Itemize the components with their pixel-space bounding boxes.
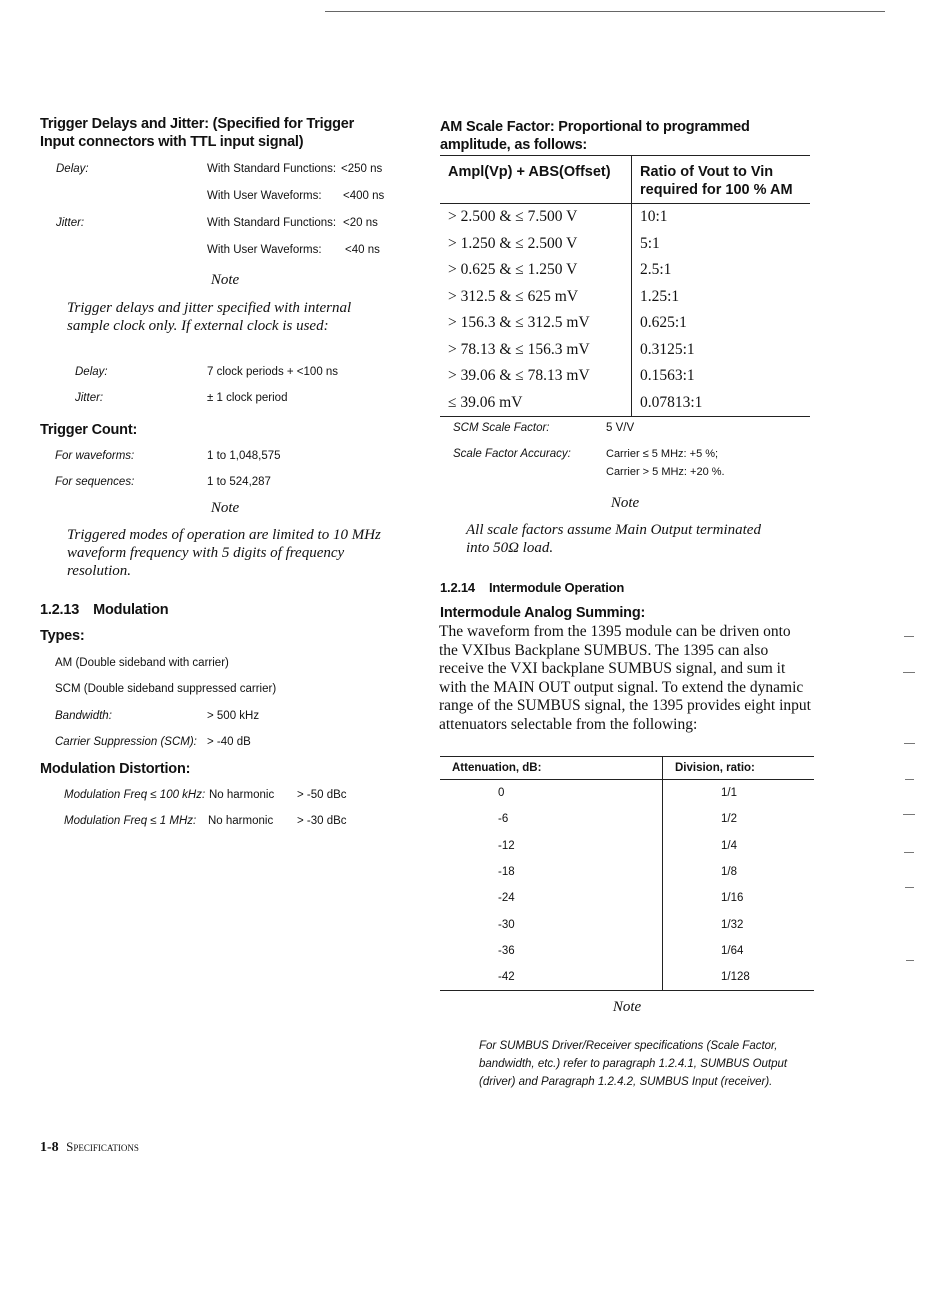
mod-dist-1-label: Modulation Freq ≤ 100 kHz: <box>64 789 206 801</box>
scan-mark <box>904 852 914 853</box>
table-row <box>440 257 810 284</box>
type-scm: SCM (Double sideband suppressed carrier) <box>55 683 277 695</box>
table-cell: -30 <box>440 911 663 937</box>
table-row <box>440 964 814 991</box>
table-cell: -12 <box>440 833 663 859</box>
am-scale-factor-heading: AM Scale Factor: Proportional to programmed amplitude, as follows: <box>440 119 750 153</box>
jitter-std-label: With Standard Functions: <box>207 217 337 229</box>
table-header-cell: Attenuation, dB: <box>440 757 663 780</box>
table-cell: 1/16 <box>721 892 744 905</box>
note-title: Note <box>612 999 642 1015</box>
table-cell: 10:1 <box>640 208 668 225</box>
note-text: Triggered modes of operation are limited to 10 MHz waveform frequency with 5 digits of frequency resolution. <box>67 527 381 579</box>
table-cell: 0 <box>440 780 663 807</box>
mod-dist-1-mid: No harmonic <box>209 789 275 801</box>
jitter-user-label: With User Waveforms: <box>207 244 322 256</box>
carrier-suppression-label: Carrier Suppression (SCM): <box>55 736 197 748</box>
carrier-suppression-value: > -40 dB <box>207 736 251 748</box>
mod-dist-2-value: > -30 dBc <box>297 815 347 827</box>
table-cell: 2.5:1 <box>640 261 672 278</box>
table-cell: 5:1 <box>640 234 660 252</box>
note-jitter-value: ± 1 clock period <box>207 392 288 404</box>
table-cell: 0.3125:1 <box>640 340 695 358</box>
scm-scale-factor-value: 5 V/V <box>606 422 635 434</box>
table-cell: 0.1563:1 <box>640 367 695 384</box>
section-title: Modulation <box>93 602 169 618</box>
trigger-delays-heading: Trigger Delays and Jitter: (Specified for Trigger Input connectors with TTL input signal) <box>40 116 355 150</box>
section-heading-modulation <box>40 601 168 619</box>
note-title: Note <box>610 495 640 511</box>
note-title: Note <box>210 272 240 288</box>
table-header-row <box>440 757 814 780</box>
table-row <box>440 363 810 390</box>
jitter-label: Jitter: <box>56 217 85 229</box>
table-header-row <box>440 156 810 204</box>
table-cell: 1/8 <box>721 866 737 879</box>
table-cell: > 1.250 & ≤ 2.500 V <box>440 231 632 258</box>
scm-scale-factor-label: SCM Scale Factor: <box>453 422 550 434</box>
page-number: 1-8 <box>40 1140 59 1155</box>
note-text: All scale factors assume Main Output terminated into 50Ω load. <box>466 522 761 556</box>
table-row <box>440 806 814 832</box>
note-text: Trigger delays and jitter specified with internal sample clock only. If external clock is used: <box>67 300 352 334</box>
intermodule-summing-text: The waveform from the 1395 module can be driven onto the VXIbus Backplane SUMBUS. The 1395 can also receive the VXI backplane SUMBUS signal, and sum it with the MAIN OUT output signal. To extend the dynamic range of the SUMBUS signal, the 1395 provides eight input attenuators selectable from the following: <box>439 623 811 733</box>
jitter-std-value: <20 ns <box>343 217 378 229</box>
table-row <box>440 780 814 807</box>
intermodule-summing-heading: Intermodule Analog Summing: <box>440 605 646 621</box>
table-cell: 1/64 <box>721 944 744 957</box>
table-cell: -36 <box>440 938 663 964</box>
table-cell: 1/128 <box>663 964 815 991</box>
jitter-user-value: <40 ns <box>345 244 380 256</box>
table-cell: 1/4 <box>721 839 737 852</box>
delay-std-value: <250 ns <box>341 163 383 175</box>
note-text: For SUMBUS Driver/Receiver specifications (Scale Factor, bandwidth, etc.) refer to paragraph 1.2.4.1, SUMBUS Output (driver) and Paragraph 1.2.4.2, SUMBUS Input (receiver). <box>479 1040 788 1088</box>
attenuation-table <box>440 756 814 991</box>
scan-mark <box>906 960 914 961</box>
table-row <box>440 284 810 311</box>
type-am: AM (Double sideband with carrier) <box>55 657 229 669</box>
section-title: Intermodule Operation <box>488 580 625 595</box>
table-cell: -6 <box>440 806 663 832</box>
delay-std-label: With Standard Functions: <box>207 163 337 175</box>
table-cell: 1/2 <box>721 813 737 826</box>
table-cell: > 2.500 & ≤ 7.500 V <box>440 204 632 231</box>
section-number: 1.2.14 <box>440 580 475 595</box>
scale-factor-accuracy-label: Scale Factor Accuracy: <box>453 448 571 460</box>
table-row <box>440 310 810 337</box>
table-cell: > 39.06 & ≤ 78.13 mV <box>440 363 632 390</box>
delay-label: Delay: <box>56 163 89 175</box>
table-header-cell: Division, ratio: <box>675 762 755 774</box>
table-cell: 0.625:1 <box>640 314 687 331</box>
table-cell: -24 <box>440 885 663 911</box>
modulation-distortion-heading: Modulation Distortion: <box>40 761 191 777</box>
for-waveforms-value: 1 to 1,048,575 <box>207 450 281 462</box>
table-cell: 1/32 <box>721 918 744 931</box>
table-row <box>440 337 810 364</box>
table-header-cell: Ratio of Vout to Vin required for 100 % AM <box>640 164 793 198</box>
for-sequences-value: 1 to 524,287 <box>207 476 271 488</box>
note-delay-value: 7 clock periods + <100 ns <box>207 366 339 378</box>
table-row <box>440 859 814 885</box>
scan-mark <box>904 743 915 744</box>
scan-mark <box>903 672 915 673</box>
note-title: Note <box>210 500 240 516</box>
table-header-cell: Ampl(Vp) + ABS(Offset) <box>440 156 632 204</box>
note-jitter-label: Jitter: <box>75 392 104 404</box>
section-number: 1.2.13 <box>40 602 80 618</box>
table-row <box>440 204 810 231</box>
delay-user-label: With User Waveforms: <box>207 190 322 202</box>
table-cell: > 312.5 & ≤ 625 mV <box>440 284 632 311</box>
table-cell: > 0.625 & ≤ 1.250 V <box>440 257 632 284</box>
table-row <box>440 911 814 937</box>
for-waveforms-label: For waveforms: <box>55 450 135 462</box>
mod-dist-1-value: > -50 dBc <box>297 789 347 801</box>
table-cell: -42 <box>440 964 663 991</box>
scan-mark <box>905 779 914 780</box>
table-cell: ≤ 39.06 mV <box>440 390 632 417</box>
delay-user-value: <400 ns <box>343 190 385 202</box>
table-cell: > 78.13 & ≤ 156.3 mV <box>440 337 632 364</box>
table-row <box>440 938 814 964</box>
types-heading: Types: <box>40 628 85 644</box>
top-rule <box>325 11 885 12</box>
scan-mark <box>903 814 915 815</box>
table-row <box>440 833 814 859</box>
scale-factor-accuracy-value-1: Carrier ≤ 5 MHz: +5 %; <box>606 448 719 460</box>
am-scale-table <box>440 155 810 417</box>
bandwidth-label: Bandwidth: <box>55 710 112 722</box>
footer-section-name: Specifications <box>66 1139 139 1154</box>
mod-dist-2-mid: No harmonic <box>208 815 274 827</box>
bandwidth-value: > 500 kHz <box>207 710 260 722</box>
table-row <box>440 390 810 417</box>
table-cell: 0.07813:1 <box>632 390 811 417</box>
for-sequences-label: For sequences: <box>55 476 135 488</box>
table-cell: 1/1 <box>721 787 737 800</box>
table-cell: -18 <box>440 859 663 885</box>
trigger-count-heading: Trigger Count: <box>40 422 138 438</box>
page-footer <box>40 1139 139 1156</box>
table-cell: 1.25:1 <box>640 287 680 305</box>
table-row <box>440 231 810 258</box>
table-cell: > 156.3 & ≤ 312.5 mV <box>440 310 632 337</box>
table-row <box>440 885 814 911</box>
section-heading-intermodule <box>440 579 624 597</box>
scale-factor-accuracy-value-2: Carrier > 5 MHz: +20 %. <box>606 466 725 478</box>
note-delay-label: Delay: <box>75 366 108 378</box>
scan-mark <box>904 636 914 637</box>
scan-mark <box>905 887 914 888</box>
mod-dist-2-label: Modulation Freq ≤ 1 MHz: <box>64 815 197 827</box>
